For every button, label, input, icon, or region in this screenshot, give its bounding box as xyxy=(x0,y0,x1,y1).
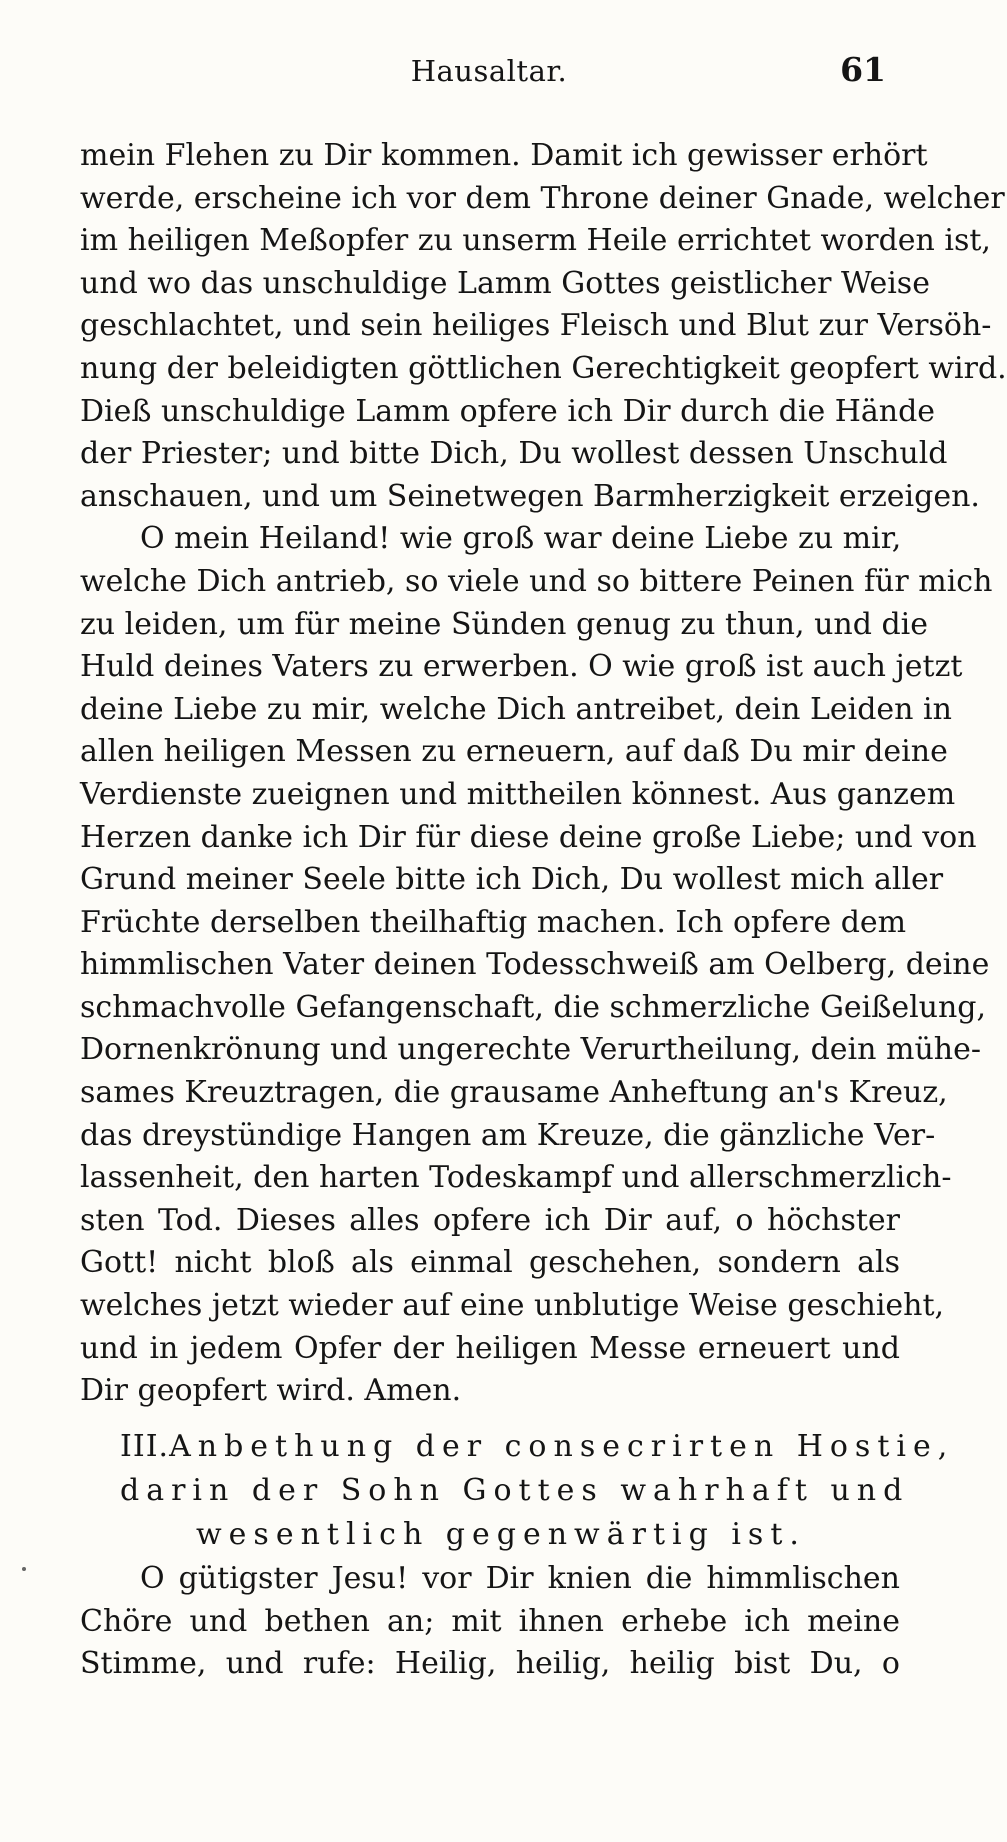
text-line: das dreystündige Hangen am Kreuze, die gänzliche Ver- xyxy=(80,1117,936,1153)
paper-speck xyxy=(22,1567,26,1571)
text-line: Dir geopfert wird. Amen. xyxy=(80,1373,462,1409)
text-line: schmachvolle Gefangenschaft, die schmerzliche Geißelung, xyxy=(80,989,987,1025)
body-text-continued xyxy=(80,1558,900,1686)
text-line: zu leiden, um für meine Sünden genug zu thun, und die xyxy=(80,606,929,642)
text-line: deine Liebe zu mir, welche Dich antreibet, dein Leiden in xyxy=(80,691,952,727)
text-line: nung der beleidigten göttlichen Gerechtigkeit geopfert wird. xyxy=(80,350,1007,386)
text-line: Huld deines Vaters zu erwerben. O wie groß ist auch jetzt xyxy=(80,649,963,685)
section-heading-line xyxy=(120,1513,900,1557)
text-line: lassenheit, den harten Todeskampf und allerschmerzlich- xyxy=(80,1160,952,1196)
text-line: O mein Heiland! wie groß war deine Liebe zu mir, xyxy=(140,521,902,557)
section-number: III. xyxy=(120,1429,170,1464)
text-line: Stimme, und rufe: Heilig, heilig, heilig bist Du, o xyxy=(80,1646,900,1682)
section-title-line: darin der Sohn Gottes wahrhaft und xyxy=(120,1473,910,1508)
text-line: welche Dich antrieb, so viele und so bittere Peinen für mich xyxy=(80,563,993,599)
text-line: allen heiligen Messen zu erneuern, auf daß Du mir deine xyxy=(80,734,948,770)
running-head xyxy=(78,48,900,98)
section-heading-line xyxy=(120,1469,910,1513)
text-line: Grund meiner Seele bitte ich Dich, Du wollest mich aller xyxy=(80,862,944,898)
text-line: der Priester; und bitte Dich, Du wollest dessen Unschuld xyxy=(80,436,948,472)
text-line: anschauen, und um Seinetwegen Barmherzigkeit erzeigen. xyxy=(80,478,980,514)
section-title-line: Anbethung der consecrirten Hostie, xyxy=(169,1429,955,1464)
text-line: Gott! nicht bloß als einmal geschehen, sondern als xyxy=(80,1245,900,1281)
text-line: Verdienste zueignen und mittheilen könnest. Aus ganzem xyxy=(80,776,956,812)
text-line: O gütigster Jesu! vor Dir knien die himmlischen xyxy=(140,1561,900,1596)
text-line: welches jetzt wieder auf eine unblutige Weise geschieht, xyxy=(80,1288,945,1324)
text-line: im heiligen Meßopfer zu unserm Heile errichtet worden ist, xyxy=(80,223,991,259)
text-line: himmlischen Vater deinen Todesschweiß am Oelberg, deine xyxy=(80,947,990,983)
body-text xyxy=(80,135,1007,1413)
text-line: geschlachtet, und sein heiliges Fleisch und Blut zur Versöh- xyxy=(80,308,992,344)
text-line: Dornenkrönung und ungerechte Verurtheilung, dein mühe- xyxy=(80,1032,981,1068)
section-title-line: wesentlich gegenwärtig ist. xyxy=(196,1517,806,1552)
text-line: Dieß unschuldige Lamm opfere ich Dir durch die Hände xyxy=(80,393,936,429)
text-line: und in jedem Opfer der heiligen Messe erneuert und xyxy=(80,1330,900,1366)
text-line: sten Tod. Dieses alles opfere ich Dir auf, o höchster xyxy=(80,1202,900,1238)
running-title: Hausaltar. xyxy=(410,54,568,88)
text-line: werde, erscheine ich vor dem Throne deiner Gnade, welcher xyxy=(80,180,1005,216)
page-number: 61 xyxy=(840,50,886,89)
text-line: Herzen danke ich Dir für diese deine große Liebe; und von xyxy=(80,819,977,855)
section-heading xyxy=(120,1425,955,1557)
section-heading-line xyxy=(120,1425,955,1469)
text-line: mein Flehen zu Dir kommen. Damit ich gewisser erhört xyxy=(80,138,928,173)
text-line: sames Kreuztragen, die grausame Anheftung an's Kreuz, xyxy=(80,1075,948,1111)
text-line: Früchte derselben theilhaftig machen. Ich opfere dem xyxy=(80,904,907,940)
text-line: und wo das unschuldige Lamm Gottes geistlicher Weise xyxy=(80,265,930,301)
text-line: Chöre und bethen an; mit ihnen erhebe ich meine xyxy=(80,1603,900,1639)
